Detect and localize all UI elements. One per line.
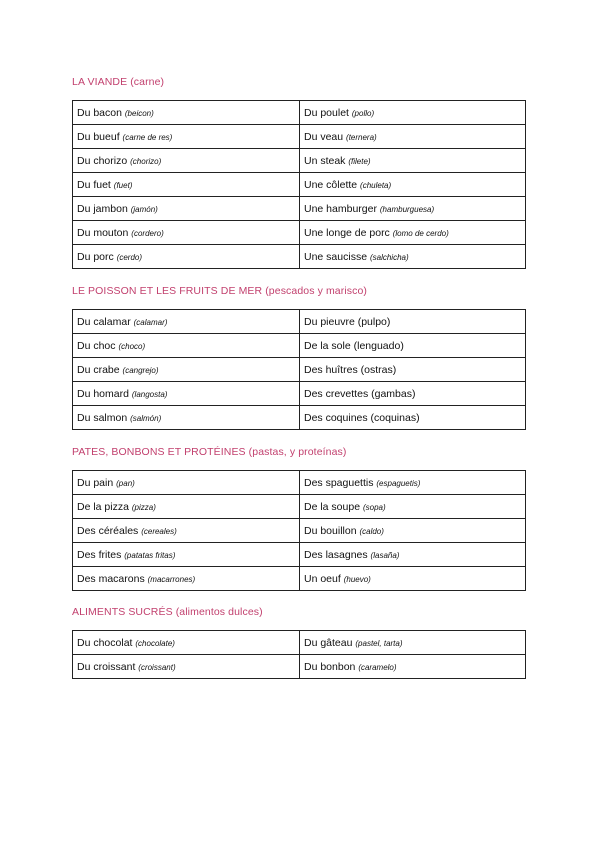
table-cell — [300, 567, 526, 591]
french-term: Du gâteau — [304, 636, 353, 649]
spanish-term: (beicon) — [124, 108, 154, 118]
french-term: Du calamar — [77, 315, 131, 328]
table-cell — [300, 221, 526, 245]
table-cell — [73, 149, 300, 173]
table-cell — [73, 310, 300, 334]
french-term: Des huîtres (ostras) — [304, 363, 397, 376]
table-cell — [73, 631, 300, 655]
french-term: Des macarons — [77, 572, 145, 585]
table-cell — [73, 245, 300, 269]
table-cell — [300, 173, 526, 197]
section-heading: LE POISSON ET LES FRUITS DE MER (pescados y marisco) — [72, 285, 367, 297]
french-term: Du bacon — [77, 106, 122, 119]
french-term: Du porc — [77, 250, 114, 263]
french-term: Une côlette — [304, 178, 358, 191]
french-term: Des frites — [77, 548, 122, 561]
table-row — [73, 406, 526, 430]
table-row — [73, 567, 526, 591]
table-cell — [300, 655, 526, 679]
table-cell — [73, 519, 300, 543]
table-cell — [300, 101, 526, 125]
table-row — [73, 495, 526, 519]
table-cell — [300, 334, 526, 358]
table-cell — [300, 125, 526, 149]
table-cell — [300, 358, 526, 382]
spanish-term: (cordero) — [131, 228, 164, 238]
table-cell — [73, 334, 300, 358]
french-term: De la soupe — [304, 500, 361, 513]
table-cell — [73, 101, 300, 125]
section-heading: LA VIANDE (carne) — [72, 76, 165, 88]
french-term: Une longe de porc — [304, 226, 390, 239]
table-row — [73, 543, 526, 567]
french-term: Du homard — [77, 387, 129, 400]
french-term: Du chorizo — [77, 154, 128, 167]
french-term: Du pieuvre (pulpo) — [304, 315, 391, 328]
spanish-term: (calamar) — [133, 317, 168, 327]
table-cell — [300, 245, 526, 269]
section-heading: PATES, BONBONS ET PROTÉINES (pastas, y proteínas) — [72, 446, 347, 458]
spanish-term: (pastel, tarta) — [355, 638, 403, 648]
french-term: Des spaguettis — [304, 476, 374, 489]
vocab-table — [72, 100, 526, 269]
table-cell — [73, 495, 300, 519]
table-row — [73, 197, 526, 221]
spanish-term: (langosta) — [131, 389, 168, 399]
french-term: Des coquines (coquinas) — [304, 411, 420, 424]
vocab-table — [72, 630, 526, 679]
table-cell — [300, 406, 526, 430]
french-term: Du bueuf — [77, 130, 120, 143]
table-cell — [73, 471, 300, 495]
spanish-term: (cerdo) — [116, 252, 143, 262]
french-term: Du bonbon — [304, 660, 356, 673]
spanish-term: (chorizo) — [130, 156, 162, 166]
table-row — [73, 631, 526, 655]
table-cell — [300, 631, 526, 655]
table-row — [73, 173, 526, 197]
table-cell — [73, 543, 300, 567]
table-cell — [300, 310, 526, 334]
table-cell — [300, 197, 526, 221]
section-heading: ALIMENTS SUCRÉS (alimentos dulces) — [72, 606, 263, 618]
table-row — [73, 655, 526, 679]
spanish-term: (huevo) — [343, 574, 371, 584]
spanish-term: (macarrones) — [147, 574, 196, 584]
table-cell — [300, 519, 526, 543]
french-term: Du chocolat — [77, 636, 133, 649]
spanish-term: (croissant) — [138, 662, 176, 672]
table-row — [73, 382, 526, 406]
vocab-table — [72, 309, 526, 430]
spanish-term: (hamburguesa) — [379, 204, 435, 214]
table-row — [73, 101, 526, 125]
french-term: Un oeuf — [304, 572, 341, 585]
spanish-term: (patatas fritas) — [124, 550, 176, 560]
table-row — [73, 149, 526, 173]
spanish-term: (pizza) — [131, 502, 156, 512]
spanish-term: (chocolate) — [135, 638, 175, 648]
french-term: Du poulet — [304, 106, 349, 119]
spanish-term: (jamón) — [130, 204, 158, 214]
spanish-term: (pan) — [116, 478, 135, 488]
table-cell — [300, 495, 526, 519]
spanish-term: (pollo) — [351, 108, 375, 118]
table-cell — [73, 567, 300, 591]
french-term: Du crabe — [77, 363, 120, 376]
table-cell — [73, 173, 300, 197]
french-term: De la pizza — [77, 500, 129, 513]
table-cell — [73, 125, 300, 149]
spanish-term: (caldo) — [359, 526, 384, 536]
french-term: Des lasagnes — [304, 548, 368, 561]
french-term: Du veau — [304, 130, 344, 143]
french-term: Des crevettes (gambas) — [304, 387, 416, 400]
french-term: De la sole (lenguado) — [304, 339, 404, 352]
spanish-term: (choco) — [118, 341, 146, 351]
spanish-term: (lasaña) — [370, 550, 400, 560]
table-row — [73, 221, 526, 245]
spanish-term: (sopa) — [362, 502, 386, 512]
french-term: Du fuet — [77, 178, 111, 191]
spanish-term: (carne de res) — [122, 132, 173, 142]
table-cell — [73, 197, 300, 221]
table-cell — [300, 149, 526, 173]
french-term: Des céréales — [77, 524, 139, 537]
french-term: Du salmon — [77, 411, 128, 424]
vocab-table — [72, 470, 526, 591]
table-row — [73, 125, 526, 149]
table-cell — [300, 471, 526, 495]
spanish-term: (chuleta) — [360, 180, 392, 190]
spanish-term: (filete) — [348, 156, 371, 166]
french-term: Du croissant — [77, 660, 136, 673]
spanish-term: (caramelo) — [358, 662, 397, 672]
spanish-term: (cangrejo) — [122, 365, 159, 375]
spanish-term: (salmón) — [130, 413, 162, 423]
table-cell — [300, 543, 526, 567]
spanish-term: (fuet) — [113, 180, 133, 190]
spanish-term: (salchicha) — [369, 252, 409, 262]
french-term: Du bouillon — [304, 524, 357, 537]
spanish-term: (cereales) — [141, 526, 177, 536]
spanish-term: (espaguetis) — [376, 478, 421, 488]
table-cell — [73, 406, 300, 430]
spanish-term: (ternera) — [346, 132, 377, 142]
spanish-term: (lomo de cerdo) — [392, 228, 449, 238]
table-cell — [73, 358, 300, 382]
french-term: Du jambon — [77, 202, 128, 215]
table-cell — [73, 382, 300, 406]
table-row — [73, 358, 526, 382]
french-term: Une saucisse — [304, 250, 368, 263]
french-term: Un steak — [304, 154, 346, 167]
table-row — [73, 519, 526, 543]
french-term: Du pain — [77, 476, 114, 489]
french-term: Du choc — [77, 339, 116, 352]
table-row — [73, 310, 526, 334]
french-term: Du mouton — [77, 226, 129, 239]
french-term: Une hamburger — [304, 202, 377, 215]
table-cell — [300, 382, 526, 406]
table-cell — [73, 221, 300, 245]
table-row — [73, 245, 526, 269]
table-row — [73, 471, 526, 495]
table-row — [73, 334, 526, 358]
table-cell — [73, 655, 300, 679]
